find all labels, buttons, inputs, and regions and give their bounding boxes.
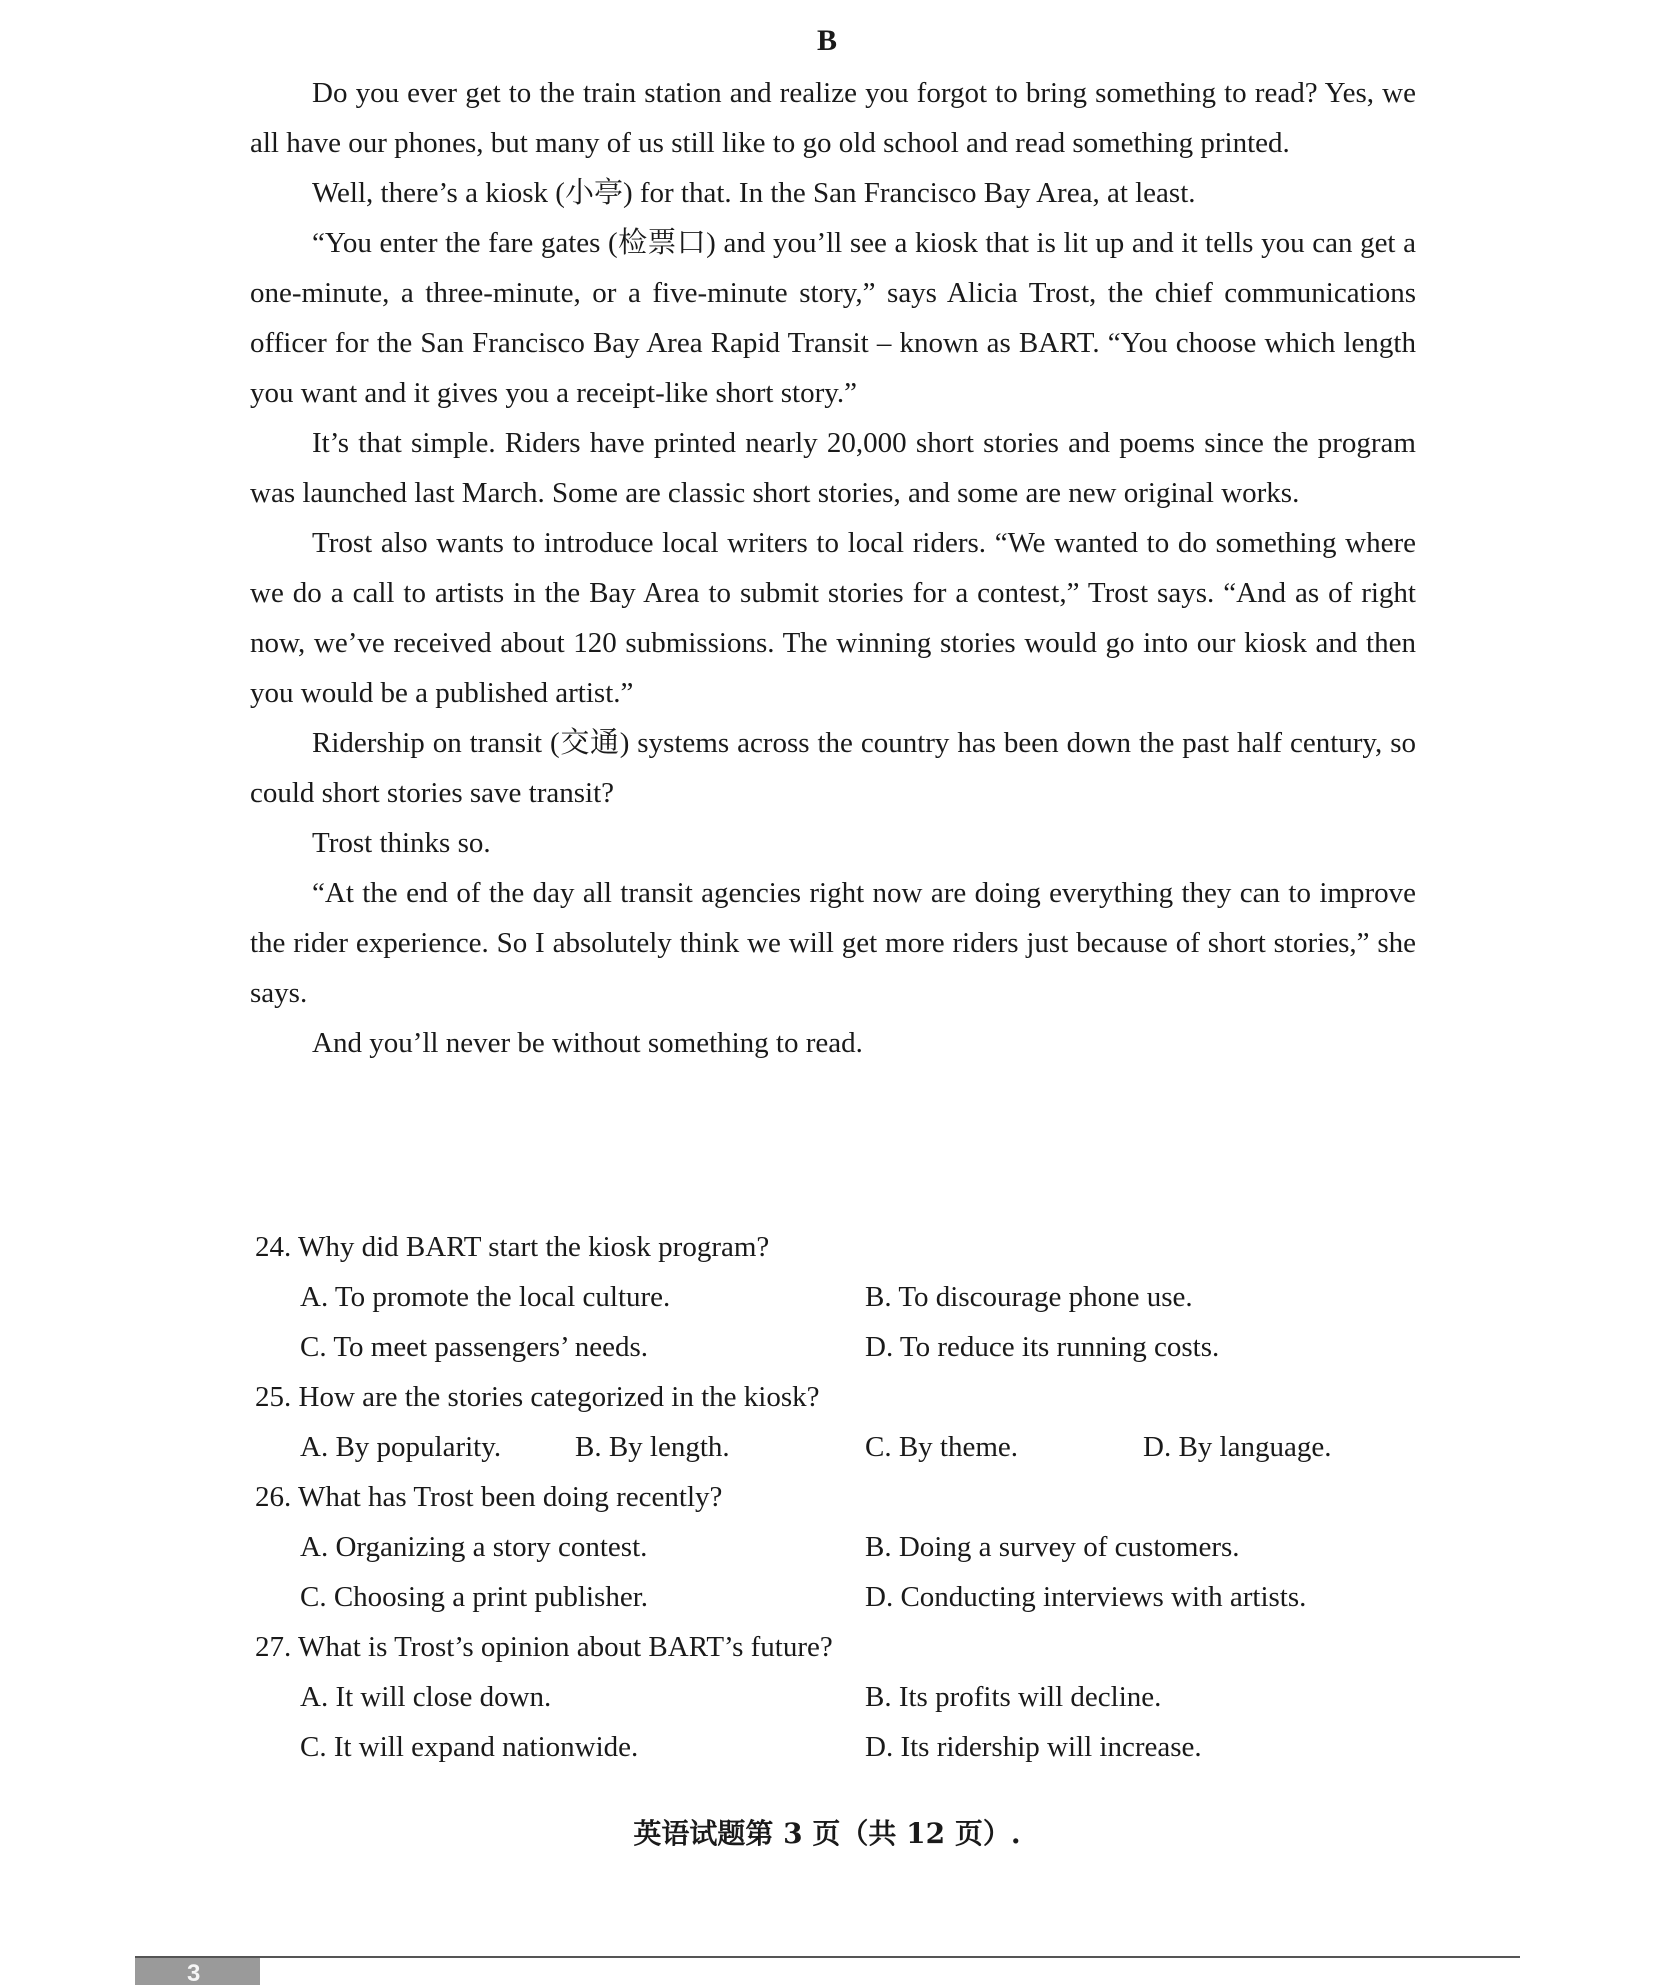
question-25 [255, 1372, 1415, 1472]
option-a: A. By popularity. [300, 1431, 502, 1463]
option-row [255, 1322, 1415, 1372]
option-a: A. It will close down. [300, 1681, 552, 1713]
passage-paragraph: “At the end of the day all transit agencies right now are doing everything they can to improve the rider experience. So I absolutely think we will get more riders just because of short stories,” she says. [250, 877, 1416, 1009]
question-24 [255, 1222, 1415, 1372]
passage-paragraph: It’s that simple. Riders have printed nearly 20,000 short stories and poems since the program was launched last March. Some are classic short stories, and some are new original works. [250, 427, 1416, 509]
option-c: C. Choosing a print publisher. [300, 1581, 648, 1613]
option-c: C. To meet passengers’ needs. [300, 1331, 649, 1363]
option-row [255, 1672, 1415, 1722]
section-heading: B [816, 24, 837, 57]
option-d: D. To reduce its running costs. [865, 1331, 1220, 1363]
question-stem: 27. What is Trost’s opinion about BART’s future? [255, 1631, 833, 1663]
passage-paragraph: And you’ll never be without something to read. [312, 1027, 863, 1059]
option-b: B. Doing a survey of customers. [865, 1531, 1240, 1563]
passage-paragraph: Trost thinks so. [312, 827, 491, 859]
option-row [255, 1272, 1415, 1322]
passage-paragraph: “You enter the fare gates (检票口) and you’ll see a kiosk that is lit up and it tells you can get a one-minute, a three-minute, or a five-minute story,” says Alicia Trost, the chief communications officer for the San Francisco Bay Area Rapid Transit – known as BART. “You choose which length you want and it gives you a receipt-like short story.” [250, 227, 1416, 409]
option-d: D. Conducting interviews with artists. [865, 1581, 1307, 1613]
option-c: C. By theme. [865, 1431, 1019, 1463]
option-row [255, 1522, 1415, 1572]
passage-paragraph: Trost also wants to introduce local writers to local riders. “We wanted to do something where we do a call to artists in the Bay Area to submit stories for a contest,” Trost says. “And as of right now, we’ve received about 120 submissions. The winning stories would go into our kiosk and then you would be a published artist.” [250, 527, 1416, 709]
page-number-tab [135, 1958, 260, 1985]
option-c: C. It will expand nationwide. [300, 1731, 639, 1763]
option-row [255, 1422, 1415, 1472]
question-list [255, 1222, 1415, 1772]
question-stem: 25. How are the stories categorized in the kiosk? [255, 1381, 820, 1413]
option-b: B. To discourage phone use. [865, 1281, 1193, 1313]
option-d: D. By language. [1143, 1431, 1332, 1463]
option-a: A. Organizing a story contest. [300, 1531, 648, 1563]
bottom-bar [135, 1956, 1520, 1985]
passage-paragraph: Do you ever get to the train station and realize you forgot to bring something to read? Yes, we all have our phones, but many of us still like to go old school and read something printed. [250, 77, 1416, 159]
option-a: A. To promote the local culture. [300, 1281, 671, 1313]
passage-paragraph: Ridership on transit (交通) systems across the country has been down the past half century, so could short stories save transit? [250, 727, 1416, 809]
option-b: B. Its profits will decline. [865, 1681, 1162, 1713]
question-stem: 24. Why did BART start the kiosk program? [255, 1231, 770, 1263]
page-footer: 英语试题第 3 页（共 12 页）. [633, 1817, 1021, 1850]
option-b: B. By length. [575, 1431, 730, 1463]
reading-passage [250, 68, 1416, 1068]
option-d: D. Its ridership will increase. [865, 1731, 1202, 1763]
passage-paragraph: Well, there’s a kiosk (小亭) for that. In the San Francisco Bay Area, at least. [312, 177, 1196, 209]
question-26 [255, 1472, 1415, 1622]
question-stem: 26. What has Trost been doing recently? [255, 1481, 723, 1513]
question-27 [255, 1622, 1415, 1772]
option-row [255, 1722, 1415, 1772]
page-number-tab-label: 3 [187, 1960, 201, 1987]
option-row [255, 1572, 1415, 1622]
